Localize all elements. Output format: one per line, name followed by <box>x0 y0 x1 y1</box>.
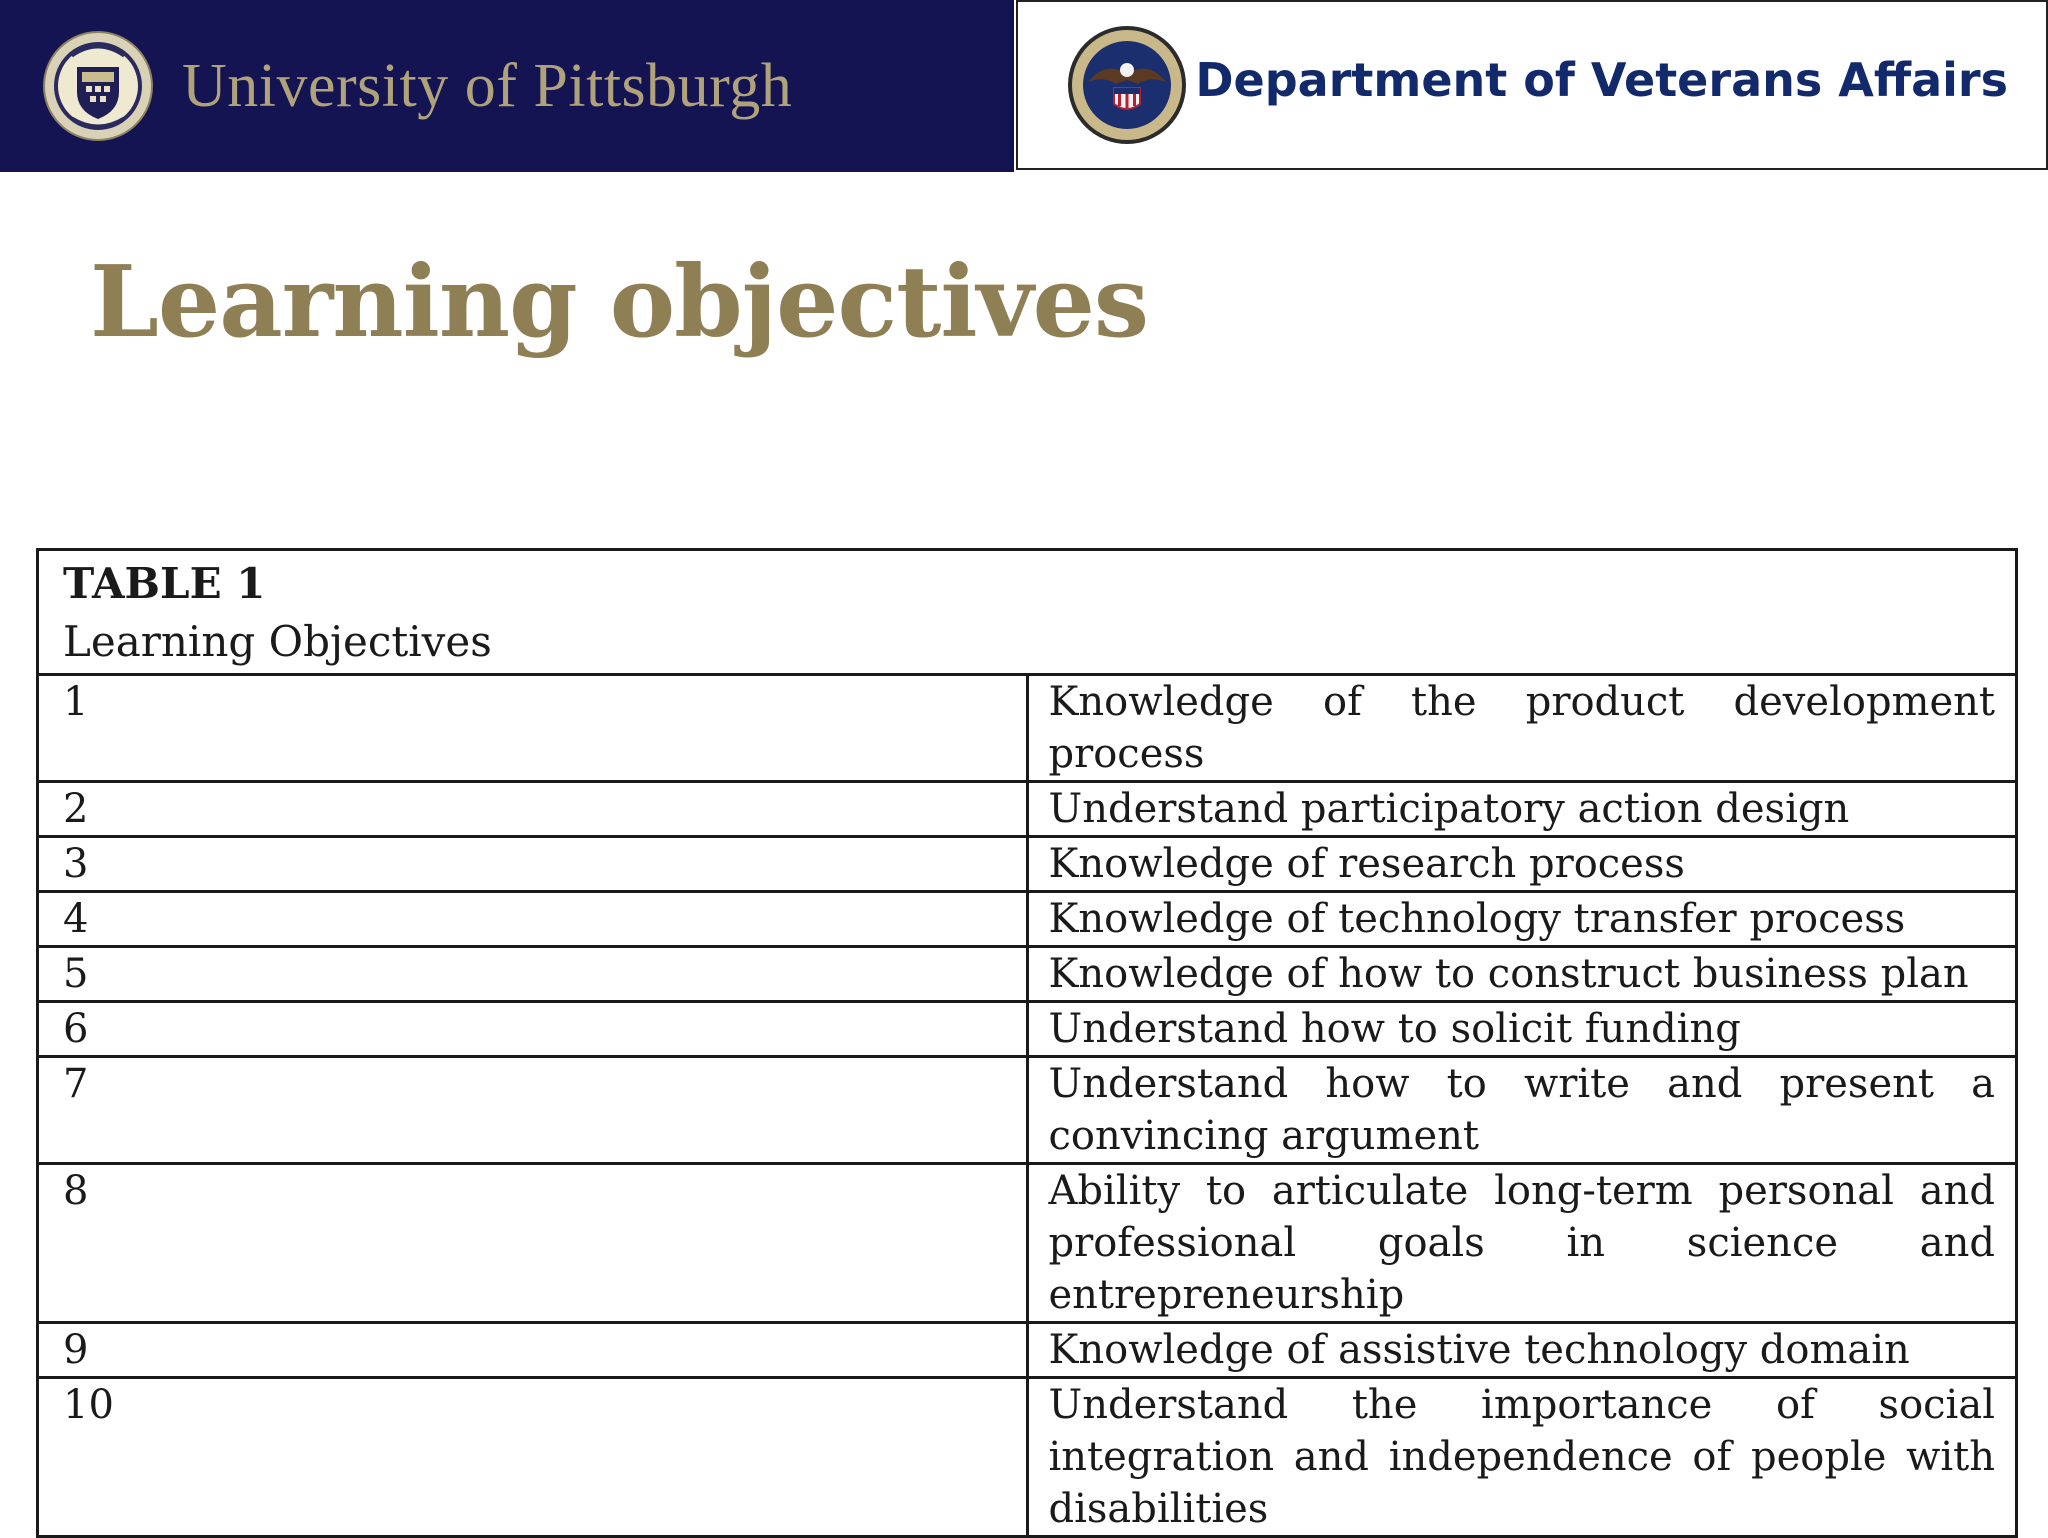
va-header-panel <box>1016 0 2048 170</box>
row-number: 6 <box>38 1002 1028 1057</box>
university-seal-icon <box>42 30 154 142</box>
row-objective: Knowledge of assistive technology domain <box>1027 1323 2017 1378</box>
table-caption-row <box>38 550 2017 675</box>
university-name: University of Pittsburgh <box>182 52 793 120</box>
row-number: 1 <box>38 675 1028 782</box>
slide-title: Learning objectives <box>90 245 1149 360</box>
row-number: 3 <box>38 837 1028 892</box>
row-number: 9 <box>38 1323 1028 1378</box>
table-row <box>38 947 2017 1002</box>
row-objective: Knowledge of how to construct business plan <box>1027 947 2017 1002</box>
table-row <box>38 1057 2017 1164</box>
row-number: 8 <box>38 1164 1028 1323</box>
va-seal-icon <box>1066 24 1188 146</box>
table-row <box>38 892 2017 947</box>
row-number: 2 <box>38 782 1028 837</box>
pitt-header-panel <box>0 0 1014 172</box>
row-number: 4 <box>38 892 1028 947</box>
table-row <box>38 1002 2017 1057</box>
row-objective: Knowledge of technology transfer process <box>1027 892 2017 947</box>
learning-objectives-table <box>36 548 2018 1538</box>
row-objective: Understand the importance of social integration and independence of people with disabilities <box>1027 1378 2017 1537</box>
table-row <box>38 1378 2017 1537</box>
table-caption <box>38 550 2017 675</box>
table-row <box>38 1323 2017 1378</box>
row-objective: Understand how to solicit funding <box>1027 1002 2017 1057</box>
va-department-name: Department of Veterans Affairs <box>1195 53 2008 107</box>
table-row <box>38 782 2017 837</box>
row-objective: Ability to articulate long-term personal and professional goals in science and entrepreneurship <box>1027 1164 2017 1323</box>
row-objective: Knowledge of the product development process <box>1027 675 2017 782</box>
table-row <box>38 837 2017 892</box>
table-caption-title: Learning Objectives <box>63 617 492 666</box>
header-banner <box>0 0 2048 172</box>
table-row <box>38 675 2017 782</box>
table-row <box>38 1164 2017 1323</box>
table-label: TABLE 1 <box>63 559 266 608</box>
row-objective: Understand how to write and present a convincing argument <box>1027 1057 2017 1164</box>
row-number: 10 <box>38 1378 1028 1537</box>
row-objective: Understand participatory action design <box>1027 782 2017 837</box>
row-objective: Knowledge of research process <box>1027 837 2017 892</box>
row-number: 7 <box>38 1057 1028 1164</box>
row-number: 5 <box>38 947 1028 1002</box>
